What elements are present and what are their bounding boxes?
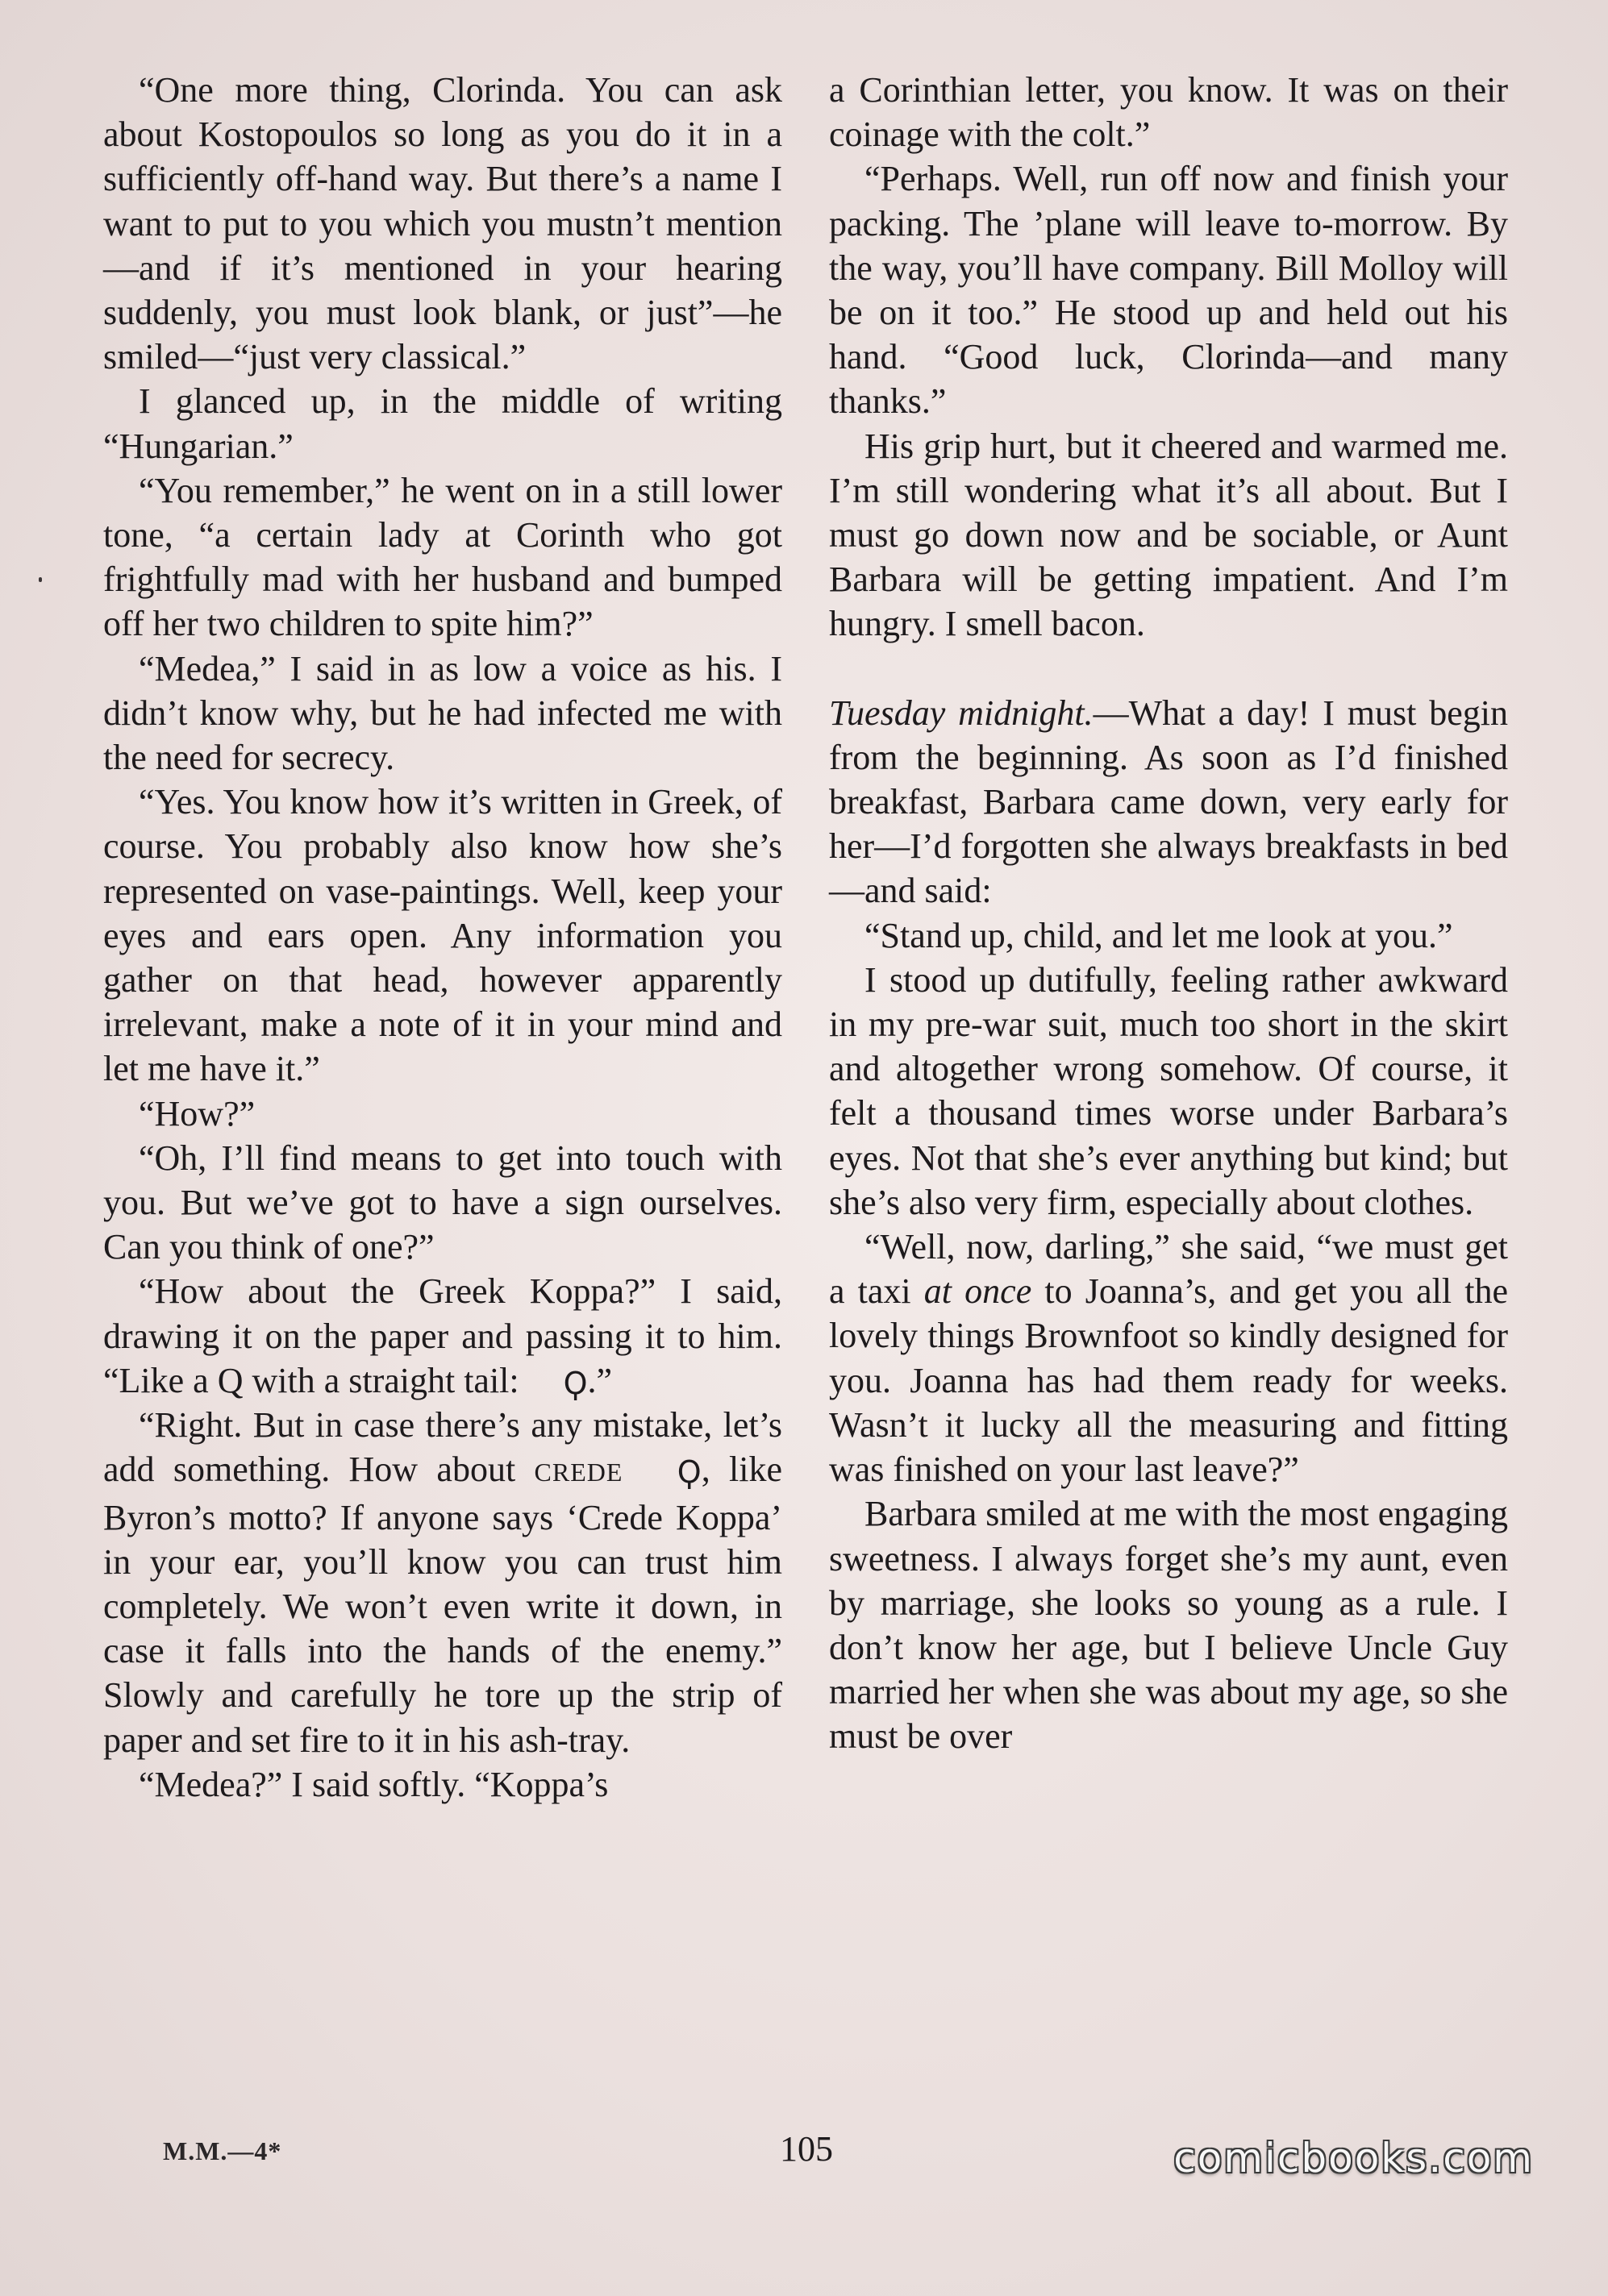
paragraph: “Perhaps. Well, run off now and finish your packing. The ’plane will leave to-morrow. By the way, you’ll have company. Bill Molloy will be on it too.” He stood up and held out his hand. “Good luck, Clorinda—and many thanks.” (829, 159, 1508, 422)
continued-paragraph: a Corinthian letter, you know. It was on their coinage with the colt.” (829, 70, 1508, 155)
diary-entry-heading: Tuesday midnight. (829, 693, 1094, 733)
diary-entry-paragraph (829, 691, 1508, 913)
paragraph: I stood up dutifully, feeling rather awkward in my pre-war suit, much too short in the skirt and altogether wrong somehow. Of course, it felt a thousand times worse under Barbara’s eyes. Not that she’s ever anything but kind; but she’s also very firm, especially about clothes. (829, 959, 1508, 1222)
left-column (103, 68, 782, 1807)
watermark-logo: comicbooks.com (1173, 2135, 1534, 2182)
joanna-paragraph (829, 1225, 1508, 1491)
crede-text-after: , like Byron’s motto? If anyone says ‘Crede Koppa’ in your ear, you’ll know you can trust him completely. We won’t even write it down, in case it falls into the hands of the enemy.” Slowly and carefully he tore up the strip of paper and set fire to it in his ash-tray. (103, 1450, 783, 1760)
paragraph: “You remember,” he went on in a still lower tone, “a certain lady at Corinth who got frightfully mad with her husband and bumped off her two children to spite him?” (103, 470, 782, 644)
paragraph: “Oh, I’ll find means to get into touch with you. But we’ve got to have a sign ourselves. Can you think of one?” (103, 1138, 782, 1267)
paragraph: “Yes. You know how it’s written in Greek, of course. You probably also know how she’s represented on vase-paintings. Well, keep your eyes and ears open. Any information you gather on that head, however apparently irrelevant, make a note of it in your mind and let me have it.” (103, 782, 782, 1089)
paragraph: Barbara smiled at me with the most engaging sweetness. I always forget she’s my aunt, even by marriage, she looks so young as a rule. I don’t know her age, but I believe Uncle Guy married her when she was about my age, so she must be over (829, 1494, 1508, 1757)
paragraph: “One more thing, Clorinda. You can ask about Kostopoulos so long as you do it in a sufficiently off-hand way. But there’s a name I want to put to you which you mustn’t mention—and if it’s mentioned in your hearing suddenly, you must look blank, or just”—he smiled—“just very classical.” (103, 70, 782, 377)
paragraph: “Stand up, child, and let me look at you.” (864, 915, 1453, 955)
paragraph: I glanced up, in the middle of writing “Hungarian.” (103, 381, 782, 466)
paragraph: “How?” (139, 1093, 256, 1133)
paragraph: “Medea,” I said in as low a voice as his. I didn’t know why, but he had infected me with the need for secrecy. (103, 648, 782, 778)
page-number: 105 (780, 2129, 833, 2169)
joanna-text-before: “Well, now, darling,” she said, “we must get a taxi (829, 1227, 1508, 1312)
koppa-text-before: “How about the Greek Koppa?” I said, drawing it on the paper and passing it to him. “Like a Q with a straight tail: (103, 1271, 782, 1400)
crede-smallcaps: CREDE (534, 1458, 623, 1487)
page-speck (39, 577, 42, 582)
koppa-text-after: .” (587, 1360, 613, 1400)
right-column (829, 68, 1508, 1759)
crede-text-before: “Right. But in case there’s any mistake, let’s add something. How about (103, 1405, 782, 1490)
koppa-symbol: Ϙ (563, 1365, 588, 1401)
koppa-symbol: Ϙ (677, 1454, 702, 1491)
printer-signature: M.M.—4* (163, 2136, 282, 2165)
paragraph: “Medea?” I said softly. “Koppa’s (139, 1764, 609, 1804)
crede-paragraph (103, 1403, 782, 1762)
diary-entry-text: —What a day! I must begin from the beginning. As soon as I’d finished breakfast, Barbara came down, very early for her—I’d forgotten she always breakfasts in bed—and said: (829, 693, 1508, 911)
joanna-text-after: to Joanna’s, and get you all the lovely things Brownfoot so kindly designed for you. Joanna has had them ready for weeks. Wasn’t it lucky all the measuring and fitting was finished on your last leave?” (829, 1271, 1508, 1490)
paragraph: His grip hurt, but it cheered and warmed me. I’m still wondering what it’s all about. But I must go down now and be sociable, or Aunt Barbara will be getting impatient. And I’m hungry. I smell bacon. (829, 426, 1508, 644)
joanna-italic: at once (923, 1271, 1032, 1312)
koppa-paragraph (103, 1269, 782, 1403)
